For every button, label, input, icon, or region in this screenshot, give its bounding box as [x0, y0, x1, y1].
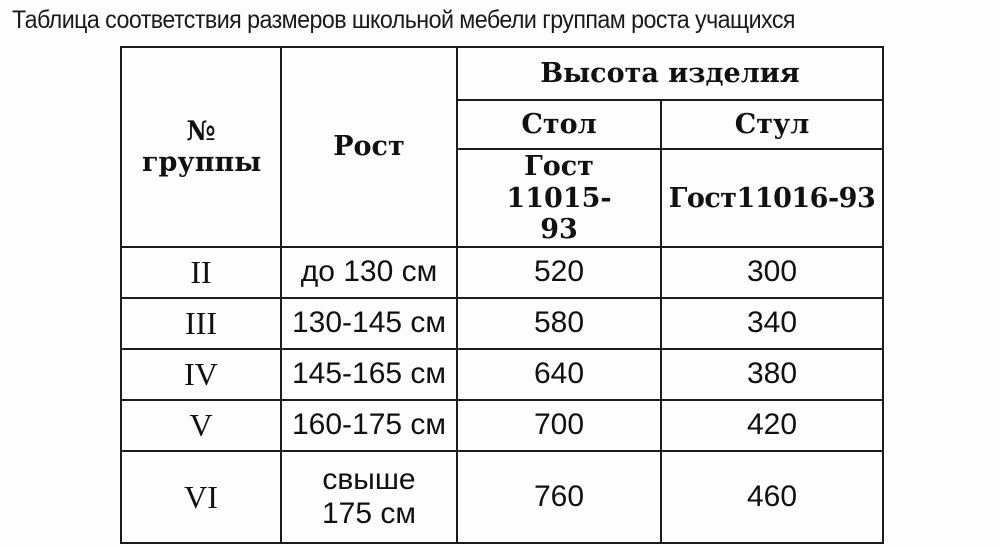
table-row [121, 349, 883, 400]
chair-height-cell: 340 [661, 298, 883, 349]
height-cell: 145-165 см [281, 349, 457, 400]
table-row [121, 451, 883, 543]
table-body [121, 247, 883, 543]
chair-height-cell: 380 [661, 349, 883, 400]
table-column-header: Стол [457, 100, 661, 149]
chair-height-cell: 420 [661, 400, 883, 451]
furniture-size-table [120, 46, 884, 544]
table-height-cell: 580 [457, 298, 661, 349]
table-gost-header: Гост 11015-93 [457, 149, 661, 247]
height-cell: 130-145 см [281, 298, 457, 349]
height-column-header: Рост [281, 47, 457, 247]
group-cell: V [121, 400, 281, 451]
group-cell: VI [121, 451, 281, 543]
table-caption: Таблица соответствия размеров школьной мебели группам роста учащихся [12, 6, 795, 34]
table-height-cell: 760 [457, 451, 661, 543]
chair-height-cell: 460 [661, 451, 883, 543]
table-row [121, 247, 883, 298]
height-cell: 160-175 см [281, 400, 457, 451]
chair-column-header: Стул [661, 100, 883, 149]
table-height-cell: 520 [457, 247, 661, 298]
height-cell: до 130 см [281, 247, 457, 298]
group-cell: IV [121, 349, 281, 400]
chair-height-cell: 300 [661, 247, 883, 298]
table-row [121, 400, 883, 451]
height-cell: свыше 175 см [281, 451, 457, 543]
group-cell: III [121, 298, 281, 349]
table-height-cell: 700 [457, 400, 661, 451]
table-height-cell: 640 [457, 349, 661, 400]
header-row-1 [121, 47, 883, 100]
group-column-header: № группы [121, 47, 281, 247]
group-cell: II [121, 247, 281, 298]
product-height-header: Высота изделия [457, 47, 883, 100]
chair-gost-header: Гост11016-93 [661, 149, 883, 247]
table-row [121, 298, 883, 349]
